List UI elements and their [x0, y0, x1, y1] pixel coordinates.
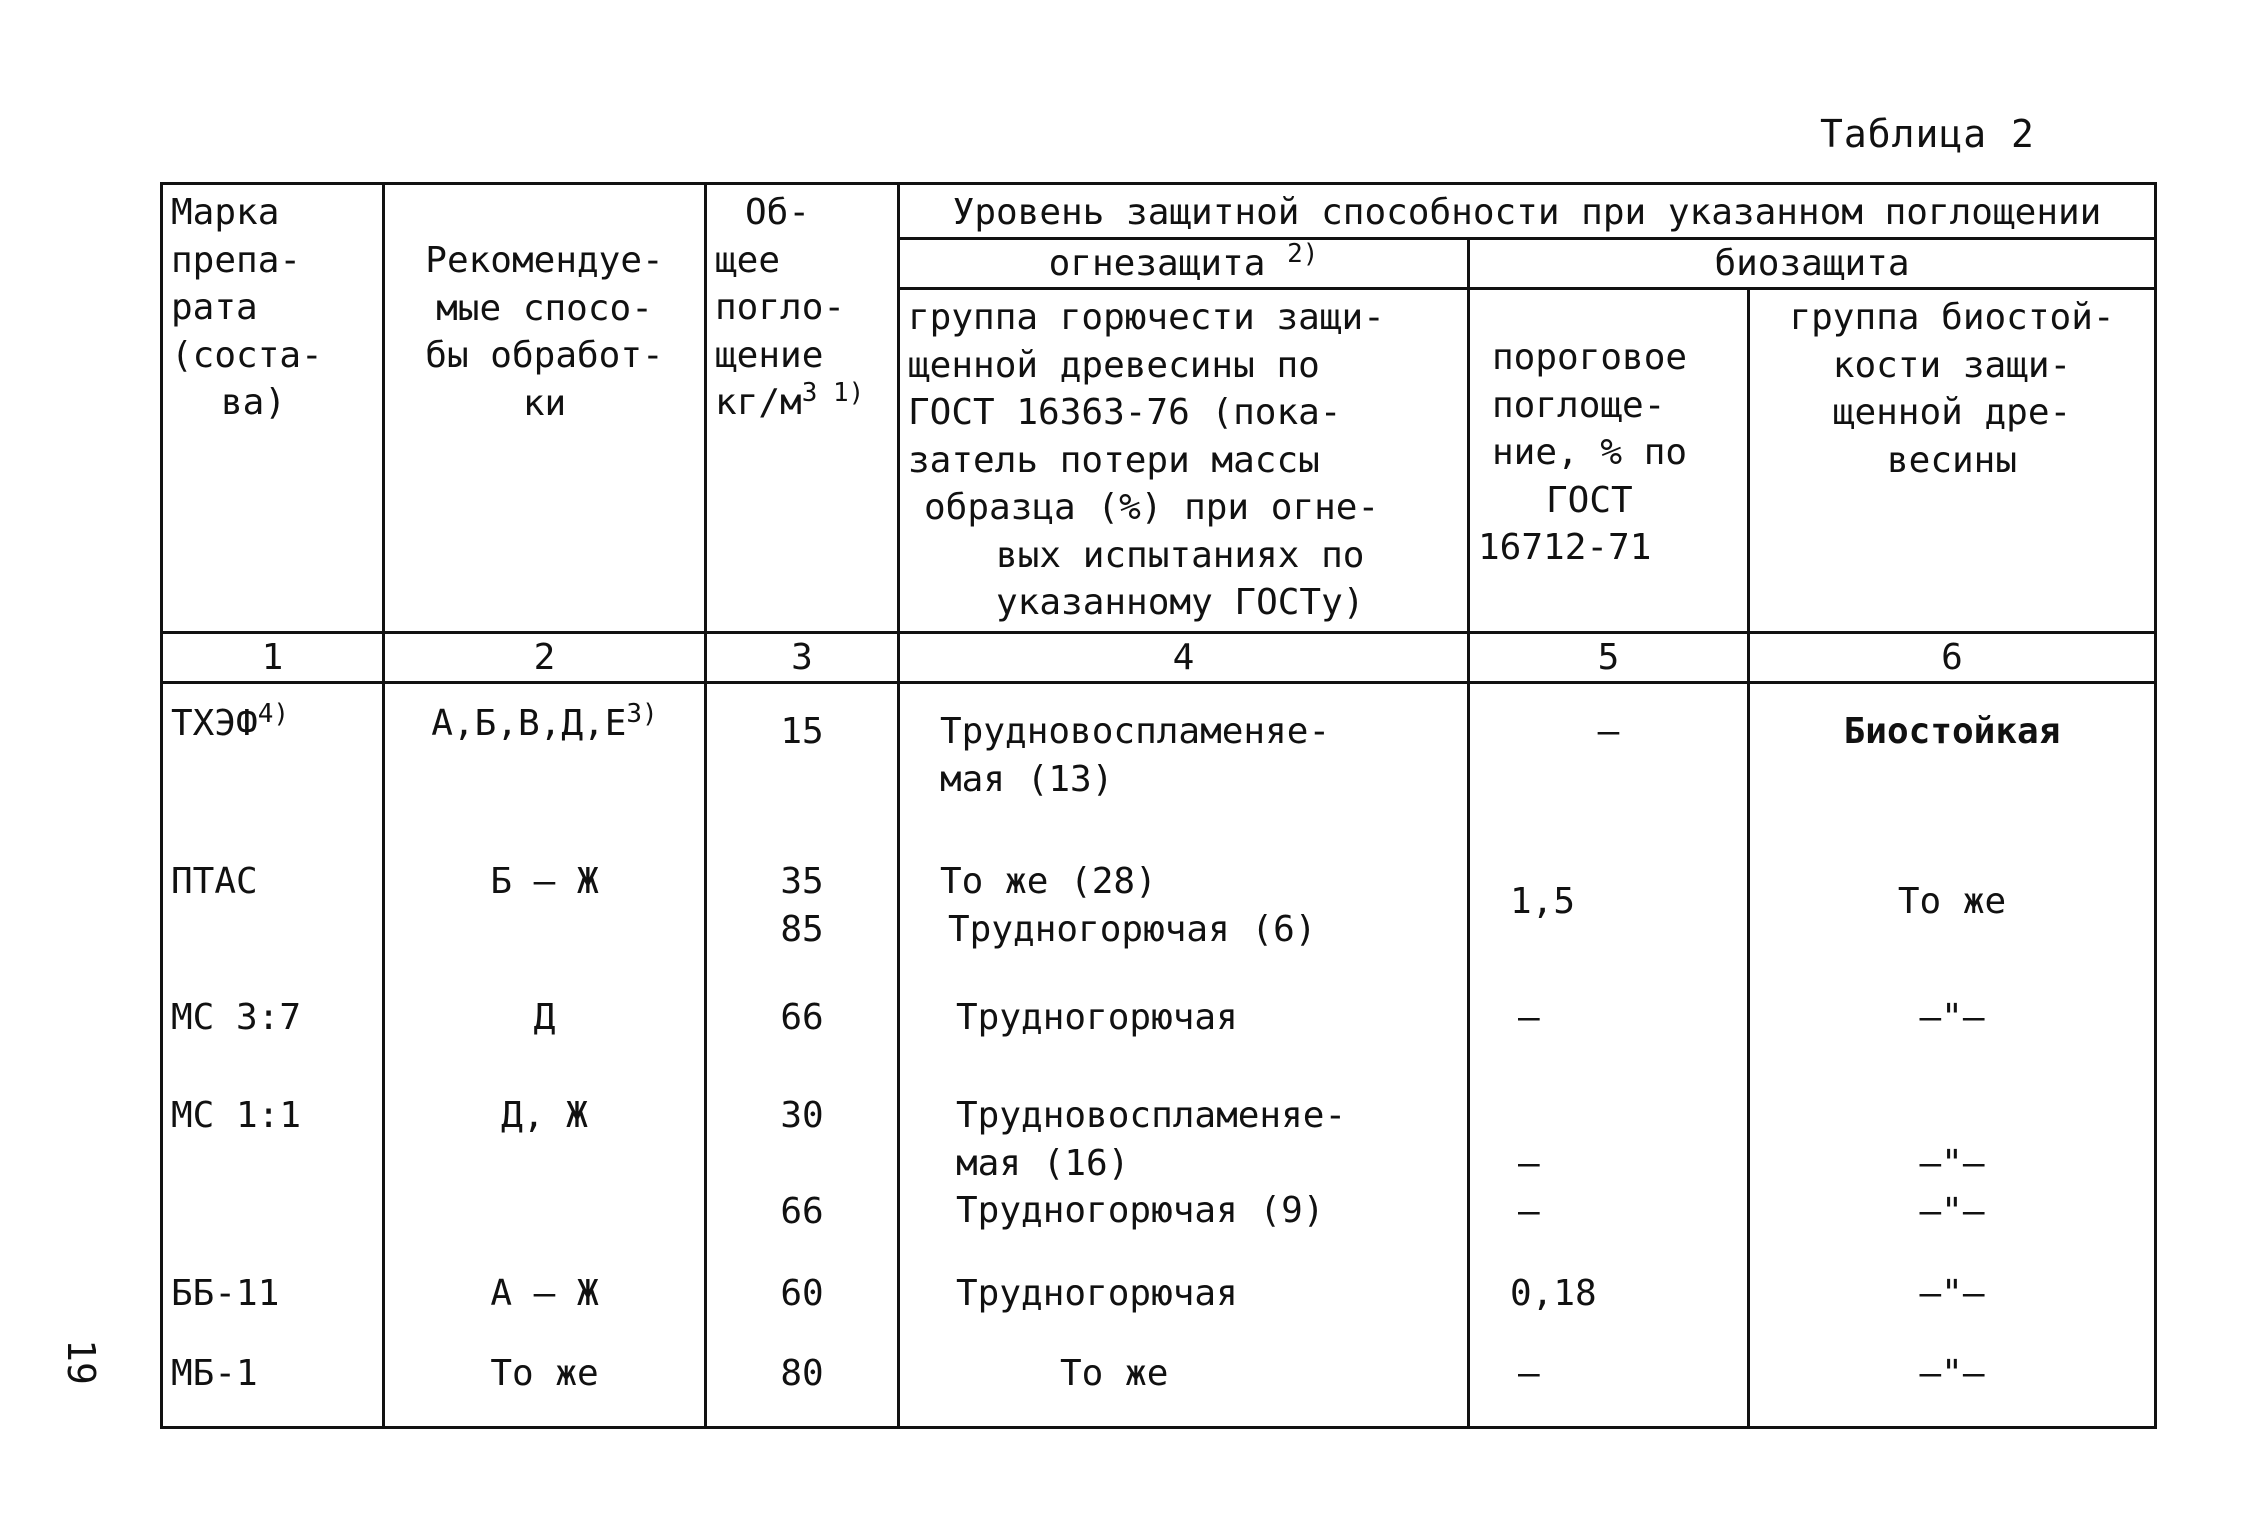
header-row	[162, 184, 2156, 239]
row-mark-text: ТХЭФ	[171, 703, 258, 745]
column-number: 3	[706, 632, 899, 683]
header-threshold-line: ние, % по	[1492, 432, 1688, 474]
row-fire	[899, 683, 1469, 855]
row-fire-line: мая (13)	[940, 758, 1114, 800]
row-bio-value: –"–	[1919, 1273, 1985, 1315]
header-mark-line: Марка	[171, 192, 280, 233]
header-method-line: Рекомендуе-	[425, 240, 664, 281]
header-mark	[162, 184, 384, 633]
row-fire-line: То же	[1060, 1353, 1169, 1395]
row-method-text: То же	[490, 1353, 599, 1395]
row-method-text: Б – Ж	[490, 861, 599, 903]
header-absorption-footnote: 3 1)	[801, 378, 865, 409]
row-method-text: Д, Ж	[501, 1095, 588, 1137]
protection-table	[160, 182, 2157, 1429]
row-method-text: Д	[533, 997, 556, 1039]
row-method-text: А,Б,В,Д,Е	[431, 703, 627, 745]
row-mark	[162, 990, 384, 1088]
header-threshold-line: ГОСТ	[1546, 479, 1633, 521]
header-method	[384, 184, 706, 633]
row-mark-text: МС 1:1	[171, 1095, 302, 1137]
header-bio-line: щенной дре-	[1832, 392, 2072, 434]
table-row	[162, 990, 2156, 1088]
row-threshold	[1469, 990, 1749, 1088]
row-bio-value: Биостойкая	[1843, 711, 2061, 753]
row-fire-line: То же (28)	[940, 861, 1157, 903]
header-fire-line: щенной древесины по	[908, 344, 1320, 386]
row-bio-value: –"–	[1919, 997, 1985, 1039]
row-bio-value: –"–	[1919, 1143, 1985, 1185]
header-method-line: бы обработ-	[425, 335, 664, 377]
row-bio	[1749, 1266, 2156, 1346]
row-fire-line: Трудногорючая	[956, 1273, 1238, 1315]
header-fire-title	[899, 238, 1469, 289]
header-bio-line: весины	[1886, 439, 2018, 481]
row-threshold	[1469, 1088, 1749, 1266]
header-absorption-line: погло-	[715, 287, 846, 329]
header-absorption	[706, 184, 899, 633]
row-bio-value: То же	[1897, 881, 2007, 923]
row-threshold-value: 1,5	[1510, 881, 1576, 923]
row-threshold-value: –	[1518, 1143, 1540, 1185]
header-fire-title-text: огнезащита	[1048, 242, 1266, 284]
column-number-row	[162, 632, 2156, 683]
table-row	[162, 1088, 2156, 1266]
page-number: 19	[58, 1339, 103, 1385]
row-absorption	[706, 683, 899, 855]
row-fire-line: мая (16)	[956, 1142, 1130, 1184]
header-absorption-unit-text: кг/м	[715, 382, 802, 424]
row-threshold-value: –	[1518, 1190, 1540, 1232]
header-fire-line: указанному ГОСТу)	[996, 582, 1365, 624]
header-fire-line: образца (%) при огне-	[924, 487, 1380, 529]
row-absorption-value: 66	[780, 1190, 824, 1232]
header-threshold-line: 16712-71	[1478, 527, 1652, 569]
header-fire-group	[899, 289, 1469, 633]
row-fire-line: Трудногорючая (6)	[948, 908, 1317, 950]
row-fire-line: Трудногорючая	[956, 997, 1238, 1039]
row-method	[384, 683, 706, 855]
row-threshold-value	[1518, 1092, 1739, 1140]
header-bio-title: биозащита	[1469, 238, 2156, 289]
row-fire	[899, 1088, 1469, 1266]
row-threshold	[1469, 1266, 1749, 1346]
column-number: 4	[899, 632, 1469, 683]
row-bio-value: –"–	[1919, 1353, 1985, 1395]
row-mark-text: МС 3:7	[171, 997, 302, 1039]
row-method	[384, 990, 706, 1088]
row-absorption-value: 66	[780, 997, 824, 1039]
row-absorption-value: 60	[780, 1273, 824, 1315]
column-number: 5	[1469, 632, 1749, 683]
row-method	[384, 1088, 706, 1266]
header-mark-line: ва)	[221, 382, 287, 424]
header-absorption-unit	[715, 379, 889, 427]
row-fire	[899, 1346, 1469, 1428]
row-absorption-value: 85	[780, 908, 824, 950]
row-bio-value	[1758, 1092, 2146, 1140]
row-fire	[899, 854, 1469, 990]
row-threshold-value: 0,18	[1510, 1273, 1597, 1315]
row-method	[384, 1346, 706, 1428]
row-bio-value: –"–	[1919, 1190, 1985, 1232]
header-bio-line: группа биостой-	[1789, 297, 2115, 339]
row-mark-text: ББ-11	[171, 1273, 280, 1315]
table-row	[162, 1266, 2156, 1346]
header-mark-line: (соста-	[171, 334, 323, 376]
row-absorption-value: 80	[780, 1353, 824, 1395]
column-number: 6	[1749, 632, 2156, 683]
row-threshold-value: –	[1518, 997, 1540, 1039]
header-mark-line: препа-	[171, 239, 302, 281]
header-fire-footnote: 2)	[1287, 238, 1319, 269]
row-fire	[899, 1266, 1469, 1346]
row-mark	[162, 1088, 384, 1266]
row-method	[384, 854, 706, 990]
table-row	[162, 1346, 2156, 1428]
row-threshold	[1469, 854, 1749, 990]
row-threshold-value: –	[1518, 1353, 1540, 1395]
row-absorption	[706, 1266, 899, 1346]
table-row	[162, 854, 2156, 990]
header-absorption-line: Об-	[745, 192, 811, 233]
row-absorption-value: 30	[780, 1095, 824, 1137]
row-bio	[1749, 683, 2156, 855]
header-fire-line: группа горючести защи-	[908, 297, 1385, 339]
row-method	[384, 1266, 706, 1346]
row-fire-line: Трудновоспламеняе-	[956, 1095, 1347, 1137]
row-absorption-value: 35	[780, 861, 824, 903]
row-bio	[1749, 990, 2156, 1088]
row-fire	[899, 990, 1469, 1088]
header-fire-line: затель потери массы	[908, 439, 1320, 481]
row-bio	[1749, 1346, 2156, 1428]
row-mark	[162, 1346, 384, 1428]
header-fire-line: вых испытаниях по	[996, 534, 1365, 576]
row-mark-text: МБ-1	[171, 1353, 258, 1395]
row-absorption	[706, 1088, 899, 1266]
table-caption: Таблица 2	[1820, 112, 2035, 156]
column-number: 2	[384, 632, 706, 683]
table-row	[162, 683, 2156, 855]
row-threshold-value: –	[1597, 711, 1620, 753]
row-method-footnote: 3)	[626, 699, 658, 730]
row-threshold	[1469, 1346, 1749, 1428]
row-mark	[162, 854, 384, 990]
row-absorption	[706, 854, 899, 990]
row-threshold	[1469, 683, 1749, 855]
row-absorption	[706, 990, 899, 1088]
row-bio	[1749, 1088, 2156, 1266]
row-fire-line: Трудновоспламеняе-	[940, 711, 1331, 753]
row-absorption	[706, 1346, 899, 1428]
header-absorption-line: щее	[715, 239, 781, 281]
header-absorption-line: щение	[715, 334, 824, 376]
row-absorption-value: 15	[780, 711, 824, 753]
row-bio	[1749, 854, 2156, 990]
header-threshold-line: пороговое	[1492, 337, 1688, 379]
header-threshold-line: поглоще-	[1492, 384, 1666, 426]
row-absorption-value	[715, 1140, 889, 1188]
header-mark-line: рата	[171, 287, 258, 329]
row-mark-text: ПТАС	[171, 861, 258, 903]
column-number: 1	[162, 632, 384, 683]
header-fire-line: ГОСТ 16363-76 (пока-	[908, 392, 1342, 434]
header-bio-line: кости защи-	[1832, 344, 2072, 386]
row-mark	[162, 683, 384, 855]
row-mark	[162, 1266, 384, 1346]
row-fire-line: Трудногорючая (9)	[956, 1190, 1325, 1232]
header-group-title: Уровень защитной способности при указанном поглощении	[899, 184, 2156, 239]
header-bio-group	[1749, 289, 2156, 633]
header-method-line: мые спосо-	[436, 287, 653, 329]
header-method-line: ки	[522, 382, 567, 424]
row-mark-footnote: 4)	[257, 699, 290, 730]
row-method-text: А – Ж	[490, 1273, 599, 1315]
header-threshold	[1469, 289, 1749, 633]
